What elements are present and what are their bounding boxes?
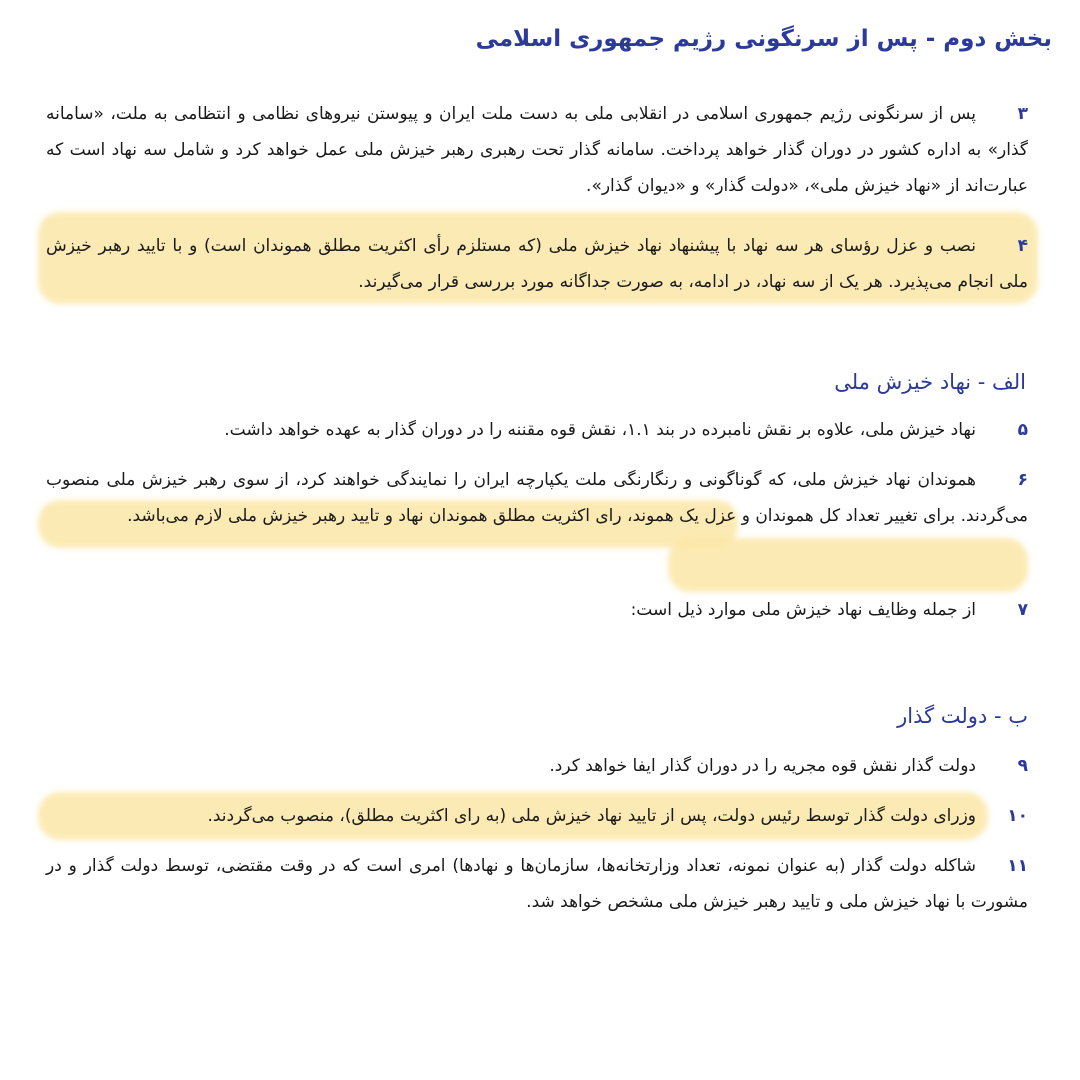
paragraph-number: ۹ (1017, 756, 1028, 776)
paragraph-4 (46, 228, 1028, 300)
paragraph-text: نصب و عزل رؤسای هر سه نهاد با پیشنهاد نهاد خیزش ملی (که مستلزم رأی اکثریت مطلق هموندان است) و با تایید رهبر خیزش ملی انجام می‌پذیرد. هر یک از سه نهاد، در ادامه، به صورت جداگانه مورد بررسی قرار می‌گیرند. (46, 236, 1028, 292)
paragraph-number: ۴ (1017, 236, 1028, 256)
paragraph-3 (46, 96, 1028, 204)
paragraph-text: دولت گذار نقش قوه مجریه را در دوران گذار ایفا خواهد کرد. (549, 756, 976, 776)
paragraph-10 (46, 798, 1028, 834)
paragraph-number: ۱۰ (1007, 806, 1028, 826)
paragraph-text: شاکله دولت گذار (به عنوان نمونه، تعداد وزارتخانه‌ها، سازمان‌ها و نهادها) امری است که در وقت مقتضی، توسط دولت گذار و در مشورت با نهاد خیزش ملی و تایید رهبر خیزش ملی مشخص خواهد شد. (46, 856, 1028, 912)
paragraph-6 (46, 462, 1028, 534)
paragraph-text: هموندان نهاد خیزش ملی، که گوناگونی و رنگارنگی ملت یکپارچه ایران را نمایندگی خواهند کرد، از سوی رهبر خیزش ملی منصوب می‌گردند. برای تغییر تعداد کل هموندان و عزل یک هموند، رای اکثریت مطلق هموندان نهاد و تایید رهبر خیزش ملی لازم می‌باشد. (46, 470, 1028, 526)
subsection-title-a: الف - نهاد خیزش ملی (834, 370, 1026, 394)
paragraph-text: نهاد خیزش ملی، علاوه بر نقش نامبرده در بند ۱.۱، نقش قوه مقننه را در دوران گذار به عهده خواهد داشت. (224, 420, 976, 440)
paragraph-number: ۵ (1017, 420, 1028, 440)
paragraph-9 (46, 748, 1028, 784)
paragraph-7 (46, 592, 1028, 628)
section-title: بخش دوم - پس از سرنگونی رژیم جمهوری اسلامی (475, 26, 1052, 52)
paragraph-5 (46, 412, 1028, 448)
paragraph-text: وزرای دولت گذار توسط رئیس دولت، پس از تایید نهاد خیزش ملی (به رای اکثریت مطلق)، منصوب می‌گردند. (207, 806, 976, 826)
paragraph-text: از جمله وظایف نهاد خیزش ملی موارد ذیل است: (630, 600, 976, 620)
paragraph-text: پس از سرنگونی رژیم جمهوری اسلامی در انقلابی ملی به دست ملت ایران و پیوستن نیروهای نظامی و انتظامی به ملت، «سامانه گذار» به اداره کشور در دوران گذار خواهد پرداخت. سامانه گذار تحت رهبری رهبر خیزش ملی عمل خواهد کرد و شامل سه نهاد است که عبارت‌اند از «نهاد خیزش ملی»، «دولت گذار» و «دیوان گذار». (46, 104, 1028, 196)
subsection-title-b: ب - دولت گذار (897, 704, 1028, 728)
paragraph-number: ۷ (1017, 600, 1028, 620)
paragraph-number: ۳ (1017, 104, 1028, 124)
highlight-p6-line3 (668, 538, 1028, 592)
paragraph-11 (46, 848, 1028, 920)
paragraph-number: ۶ (1017, 470, 1028, 490)
paragraph-number: ۱۱ (1007, 856, 1028, 876)
